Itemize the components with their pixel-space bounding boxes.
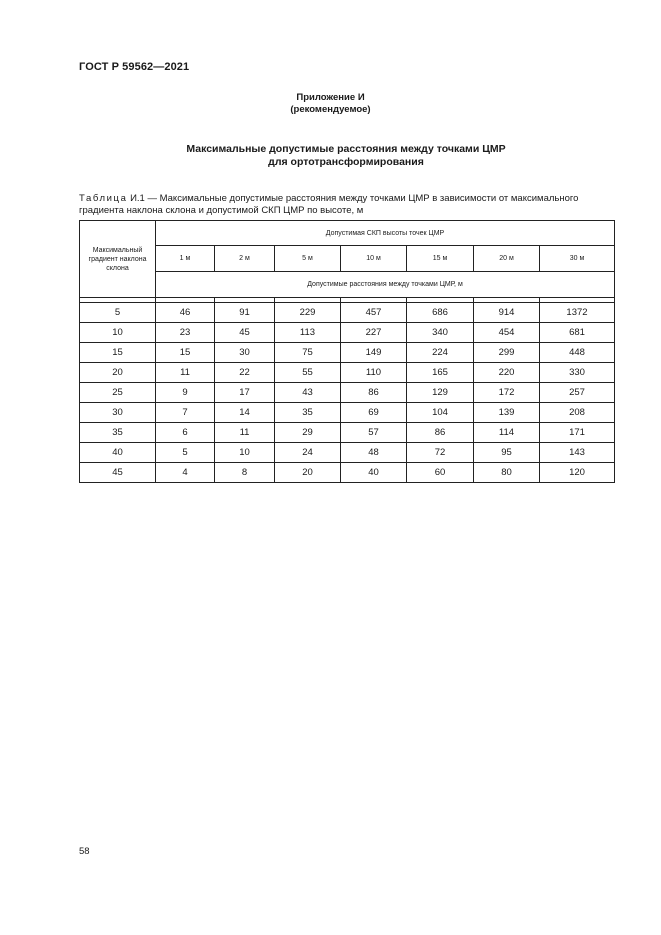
distance-cell: 17 — [215, 383, 275, 403]
distance-cell: 30 — [215, 343, 275, 363]
distance-cell: 224 — [407, 343, 474, 363]
distance-cell: 40 — [341, 463, 407, 483]
distance-cell: 9 — [156, 383, 215, 403]
distance-cell: 448 — [540, 343, 615, 363]
page-number: 58 — [79, 846, 90, 857]
distance-cell: 43 — [275, 383, 341, 403]
distance-cell: 60 — [407, 463, 474, 483]
distance-cell: 227 — [341, 323, 407, 343]
distance-cell: 15 — [156, 343, 215, 363]
distance-cell: 457 — [341, 303, 407, 323]
column-header-cell: 10 м — [341, 246, 407, 272]
distance-cell: 220 — [474, 363, 540, 383]
distance-cell: 48 — [341, 443, 407, 463]
row-header-cell: Максимальный градиент наклона склона — [80, 221, 156, 298]
distance-cell: 165 — [407, 363, 474, 383]
appendix-status: (рекомендуемое) — [290, 104, 371, 115]
distance-cell: 91 — [215, 303, 275, 323]
column-header-cell: 15 м — [407, 246, 474, 272]
distance-cell: 6 — [156, 423, 215, 443]
distance-cell: 86 — [341, 383, 407, 403]
section-title-line-1: Максимальные допустимые расстояния между точками ЦМР — [186, 143, 506, 155]
distance-cell: 149 — [341, 343, 407, 363]
gradient-cell: 20 — [80, 363, 156, 383]
distance-cell: 11 — [215, 423, 275, 443]
table-row — [80, 443, 615, 463]
column-header-row — [80, 246, 615, 272]
distance-cell: 229 — [275, 303, 341, 323]
column-header-cell: 5 м — [275, 246, 341, 272]
distance-cell: 7 — [156, 403, 215, 423]
gradient-cell: 5 — [80, 303, 156, 323]
distance-cell: 23 — [156, 323, 215, 343]
table-row — [80, 343, 615, 363]
table-row — [80, 383, 615, 403]
distance-cell: 35 — [275, 403, 341, 423]
distance-cell: 454 — [474, 323, 540, 343]
distance-cell: 208 — [540, 403, 615, 423]
distance-cell: 95 — [474, 443, 540, 463]
document-code: ГОСТ Р 59562—2021 — [79, 61, 190, 73]
distance-cell: 10 — [215, 443, 275, 463]
distance-cell: 1372 — [540, 303, 615, 323]
gradient-cell: 35 — [80, 423, 156, 443]
distance-cell: 139 — [474, 403, 540, 423]
distance-cell: 11 — [156, 363, 215, 383]
group-header-cell: Допустимая СКП высоты точек ЦМР — [156, 221, 615, 246]
distance-cell: 22 — [215, 363, 275, 383]
distance-cell: 45 — [215, 323, 275, 343]
table-caption-label: Таблица — [79, 193, 128, 204]
distance-cell: 110 — [341, 363, 407, 383]
distance-cell: 24 — [275, 443, 341, 463]
distance-cell: 113 — [275, 323, 341, 343]
distance-cell: 914 — [474, 303, 540, 323]
distance-cell: 20 — [275, 463, 341, 483]
distance-cell: 143 — [540, 443, 615, 463]
distance-table — [79, 220, 615, 483]
distance-cell: 14 — [215, 403, 275, 423]
distance-cell: 120 — [540, 463, 615, 483]
distance-cell: 86 — [407, 423, 474, 443]
appendix-label: Приложение И — [296, 92, 365, 103]
gradient-cell: 45 — [80, 463, 156, 483]
distance-cell: 5 — [156, 443, 215, 463]
distance-cell: 75 — [275, 343, 341, 363]
gradient-cell: 25 — [80, 383, 156, 403]
table-row — [80, 303, 615, 323]
distance-cell: 681 — [540, 323, 615, 343]
gradient-cell: 15 — [80, 343, 156, 363]
gradient-cell: 30 — [80, 403, 156, 423]
gradient-cell: 40 — [80, 443, 156, 463]
table-caption — [79, 193, 619, 217]
distance-cell: 55 — [275, 363, 341, 383]
distance-cell: 340 — [407, 323, 474, 343]
column-header-cell: 1 м — [156, 246, 215, 272]
table-row — [80, 403, 615, 423]
distance-cell: 4 — [156, 463, 215, 483]
sub-header-cell: Допустимые расстояния между точками ЦМР, м — [156, 272, 615, 298]
table-row — [80, 323, 615, 343]
column-header-cell: 20 м — [474, 246, 540, 272]
distance-cell: 80 — [474, 463, 540, 483]
section-title-line-2: для ортотрансформирования — [268, 156, 424, 168]
distance-cell: 257 — [540, 383, 615, 403]
table-row — [80, 363, 615, 383]
appendix-heading — [0, 92, 661, 116]
table-row — [80, 423, 615, 443]
table-body — [80, 298, 615, 483]
table-caption-text: И.1 — Максимальные допустимые расстояния между точками ЦМР в зависимости от максимального градиента наклона склона и допустимой СКП ЦМР по высоте, м — [79, 193, 579, 216]
distance-cell: 129 — [407, 383, 474, 403]
table-header — [80, 221, 615, 298]
distance-cell: 686 — [407, 303, 474, 323]
distance-cell: 57 — [341, 423, 407, 443]
gradient-cell: 10 — [80, 323, 156, 343]
distance-cell: 299 — [474, 343, 540, 363]
distance-cell: 69 — [341, 403, 407, 423]
column-header-cell: 30 м — [540, 246, 615, 272]
distance-cell: 29 — [275, 423, 341, 443]
distance-cell: 46 — [156, 303, 215, 323]
distance-cell: 114 — [474, 423, 540, 443]
distance-cell: 172 — [474, 383, 540, 403]
distance-cell: 72 — [407, 443, 474, 463]
section-title — [0, 143, 661, 169]
table-row — [80, 463, 615, 483]
column-header-cell: 2 м — [215, 246, 275, 272]
distance-cell: 171 — [540, 423, 615, 443]
distance-cell: 8 — [215, 463, 275, 483]
distance-cell: 330 — [540, 363, 615, 383]
distance-cell: 104 — [407, 403, 474, 423]
